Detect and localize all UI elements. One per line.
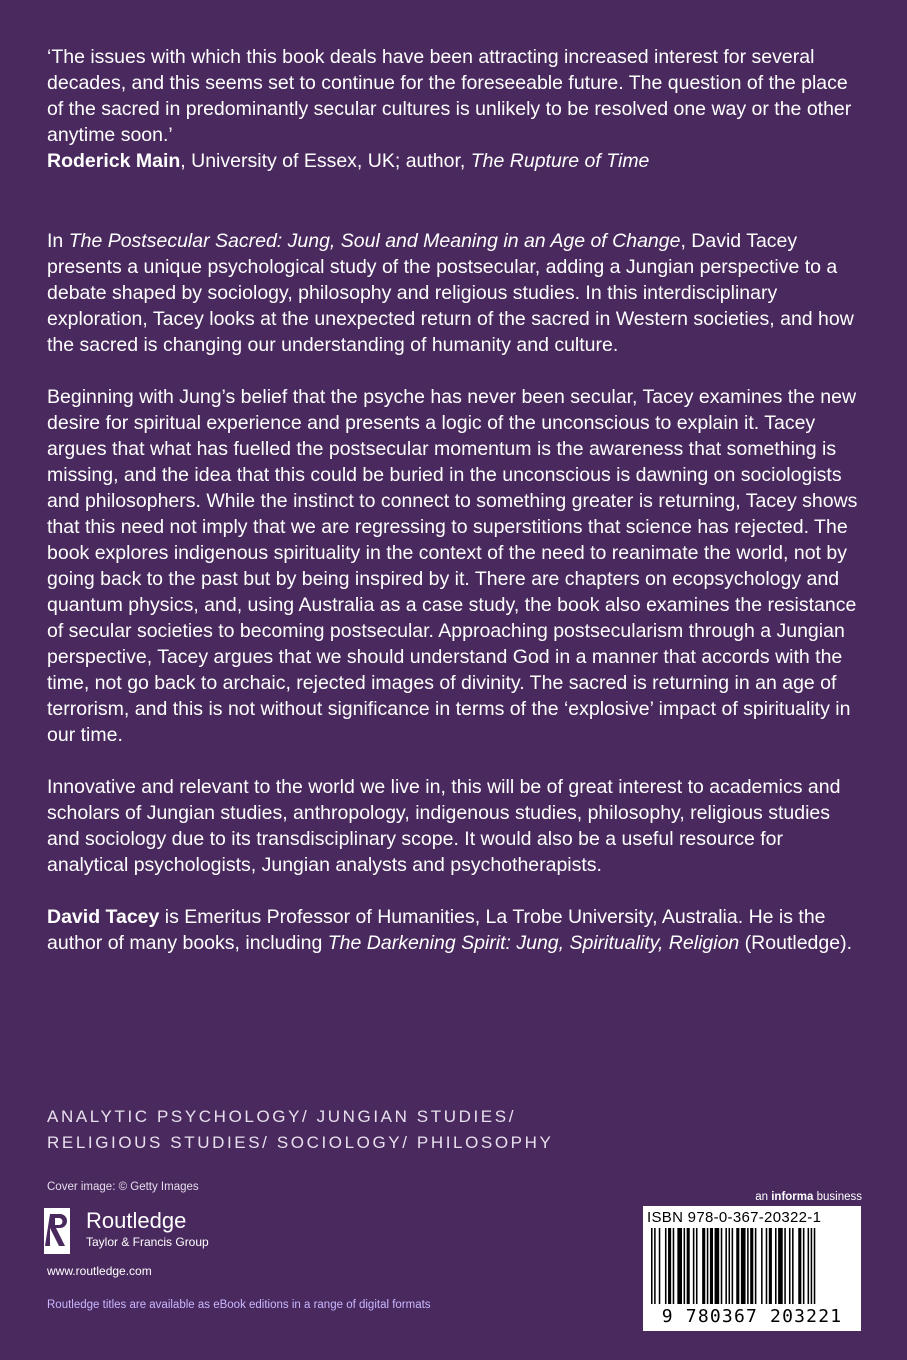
barcode-bar: [693, 1228, 695, 1304]
barcode-bar: [747, 1228, 749, 1304]
ebook-note: Routledge titles are available as eBook editions in a range of digital formats: [47, 1299, 431, 1311]
barcode-bar: [741, 1228, 746, 1304]
informa-name: informa: [771, 1191, 814, 1203]
quote-text: ‘The issues with which this book deals have been attracting increased interest for several decades, and this seems set to continue for the foreseeable future. The question of the place of the sacred in predominantly secular cultures is unlikely to be resolved one way or the other anytime soon.’: [47, 46, 852, 146]
barcode-bar: [729, 1228, 731, 1304]
barcode-bar: [707, 1228, 709, 1304]
description-paragraph-1: [47, 228, 867, 358]
barcode-bar: [789, 1228, 791, 1304]
barcode-bar: [732, 1228, 734, 1304]
description-paragraph-2: Beginning with Jung’s belief that the psyche has never been secular, Tacey examines the new desire for spiritual experience and presents a logic of the unconscious to explain it. Tacey argues that what has fuelled the postsecular momentum is the awareness that something is missing, and the idea that this could be buried in the unconscious is dawning on sociologists and philosophers. While the instinct to connect to something greater is returning, Tacey shows that this need not imply that we are regressing to superstitions that science has rejected. The book explores indigenous spirituality in the context of the need to reanimate the world, not by going back to the past but by being inspired by it. There are chapters on ecopsychology and quantum physics, and, using Australia as a case study, the book also examines the resistance of secular societies to becoming postsecular. Approaching postsecularism through a Jungian perspective, Tacey argues that we should understand God in a manner that accords with the time, not go back to archaic, rejected images of divinity. The sacred is returning in an age of terrorism, and this is not without significance in terms of the ‘explosive’ impact of spirituality in our time.: [47, 386, 858, 746]
barcode-bar: [721, 1228, 723, 1304]
barcode-bar: [654, 1228, 656, 1304]
informa-suffix: business: [813, 1191, 862, 1203]
barcode-bar: [755, 1228, 757, 1304]
description-p1-prefix: In: [47, 230, 69, 252]
quote-book-title: The Rupture of Time: [470, 150, 650, 172]
informa-business: [755, 1191, 862, 1203]
author-bio-text: is Emeritus Professor of Humanities, La Trobe University, Australia. He is the author of many books, including: [47, 906, 826, 954]
barcode-bar: [803, 1228, 805, 1304]
barcode-bar: [665, 1228, 667, 1304]
barcode-bar: [811, 1228, 813, 1304]
author-book-title: The Darkening Spirit: Jung, Spirituality, Religion: [327, 932, 740, 954]
barcode-bar: [673, 1228, 675, 1304]
description-p1-rest: , David Tacey presents a unique psychological study of the postsecular, adding a Jungian perspective to a debate shaped by sociology, philosophy and religious studies. In this interdisciplinary exploration, Tacey looks at the unexpected return of the sacred in Western societies, and how the sacred is changing our understanding of humanity and culture.: [47, 230, 854, 356]
author-name: David Tacey: [47, 906, 160, 928]
barcode-bar: [715, 1228, 720, 1304]
barcode-bar: [798, 1228, 801, 1304]
description-paragraph-3: Innovative and relevant to the world we live in, this will be of great interest to academics and scholars of Jungian studies, anthropology, indigenous studies, philosophy, religious studies and sociology due to its transdisciplinary scope. It would also be a useful resource for analytical psychologists, Jungian analysts and psychotherapists.: [47, 776, 841, 876]
barcode-bar: [814, 1228, 816, 1304]
back-cover-text: [47, 44, 867, 982]
barcode-bar: [778, 1228, 783, 1304]
subject-line-1: ANALYTIC PSYCHOLOGY/ JUNGIAN STUDIES/: [47, 1107, 517, 1126]
barcode-bar: [651, 1228, 653, 1304]
informa-prefix: an: [755, 1191, 772, 1203]
barcode-bar: [766, 1228, 768, 1304]
book-title: The Postsecular Sacred: Jung, Soul and Meaning in an Age of Change: [68, 230, 681, 252]
endorsement-quote: [47, 44, 867, 174]
barcode-bar: [784, 1228, 786, 1304]
quote-author: Roderick Main: [47, 150, 181, 172]
author-bio-publisher: (Routledge).: [739, 932, 852, 954]
subject-line-2: RELIGIOUS STUDIES/ SOCIOLOGY/ PHILOSOPHY: [47, 1133, 554, 1152]
isbn-text: ISBN 978-0-367-20322-1: [647, 1209, 822, 1226]
subject-categories: [47, 1104, 553, 1156]
barcode-bar: [677, 1228, 682, 1304]
barcode-bar: [696, 1228, 698, 1304]
publisher-logo-text: [86, 1209, 209, 1249]
author-bio: [47, 904, 867, 956]
barcode-bar: [668, 1228, 671, 1304]
barcode-bar: [710, 1228, 713, 1304]
barcode-bar: [687, 1228, 690, 1304]
publisher-name: Routledge: [86, 1208, 187, 1233]
barcode-bar: [792, 1228, 794, 1304]
barcode-bar: [750, 1228, 753, 1304]
barcode-bar: [761, 1228, 763, 1304]
cover-image-credit: Cover image: © Getty Images: [47, 1181, 199, 1193]
barcode-bar: [684, 1228, 686, 1304]
barcode-bar: [808, 1228, 810, 1304]
barcode-bar: [725, 1228, 727, 1304]
publisher-website: www.routledge.com: [47, 1264, 152, 1278]
barcode-bar: [702, 1228, 705, 1304]
barcode-bar: [736, 1228, 739, 1304]
barcode-digits: 9 780367 203221: [661, 1306, 843, 1327]
barcode-bar: [769, 1228, 772, 1304]
isbn-barcode: [643, 1206, 861, 1331]
publisher-group: Taylor & Francis Group: [86, 1235, 209, 1249]
quote-affiliation: , University of Essex, UK; author,: [180, 150, 471, 172]
barcode-bar: [775, 1228, 777, 1304]
barcode-bars: [651, 1228, 853, 1306]
barcode-bar: [659, 1228, 661, 1304]
